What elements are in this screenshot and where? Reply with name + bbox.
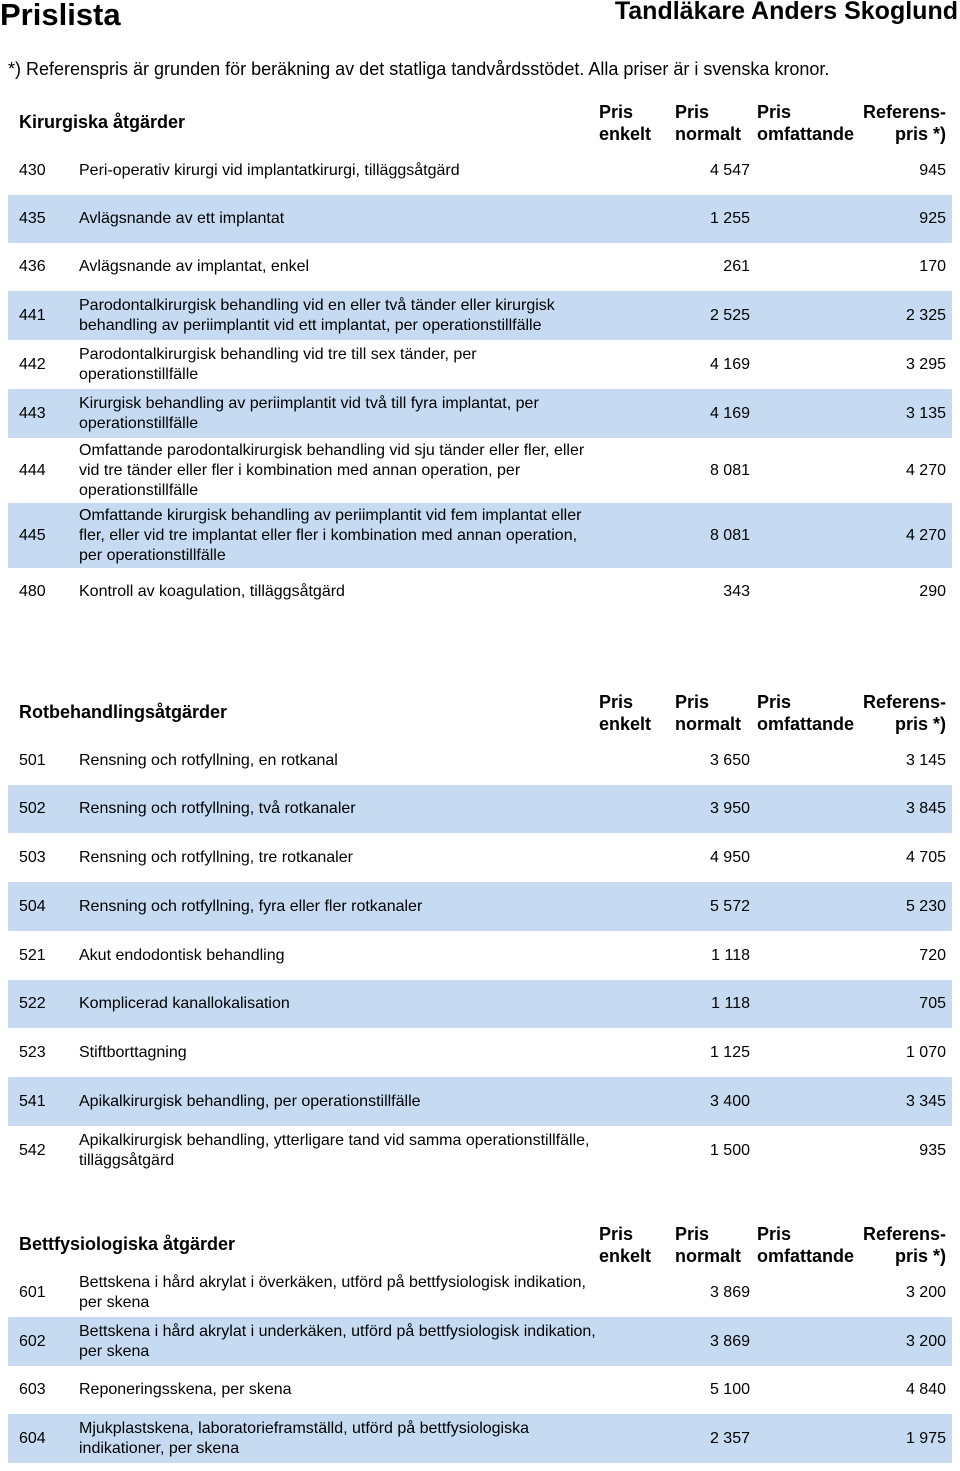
treatment-description: Mjukplastskena, laboratorieframställd, utförd på bettfysiologiska indikationer, per skena — [79, 1419, 529, 1457]
treatment-description: Rensning och rotfyllning, tre rotkanaler — [79, 848, 353, 866]
treatment-code: 542 — [19, 1141, 46, 1159]
treatment-description: Reponeringsskena, per skena — [79, 1381, 292, 1398]
price-section — [8, 98, 952, 616]
price-normalt: 8 081 — [709, 461, 750, 479]
table-row — [8, 1317, 952, 1366]
reference-price: 3 345 — [905, 1092, 946, 1110]
treatment-code: 523 — [19, 1043, 46, 1061]
reference-price: 945 — [919, 161, 946, 179]
treatment-description: Kirurgisk behandling av periimplantit vid två till fyra implantat, per operationstillfälle — [79, 394, 539, 432]
col-header-pris-omfattande — [757, 101, 854, 145]
col-header-pris-normalt — [675, 101, 741, 145]
table-row — [8, 833, 952, 882]
col-header-pris-enkelt — [599, 691, 651, 735]
treatment-description: Omfattande parodontalkirurgisk behandling vid sju tänder eller fler, eller vid tre tänder eller fler i kombination med annan operation, per operationstillfälle — [79, 441, 585, 499]
treatment-description: Rensning och rotfyllning, fyra eller fler rotkanaler — [79, 897, 423, 915]
treatment-description: Parodontalkirurgisk behandling vid tre till sex tänder, per operationstillfälle — [79, 345, 477, 383]
col-header-line: Referens- — [862, 102, 946, 122]
price-section — [8, 1220, 952, 1463]
price-normalt: 1 500 — [709, 1141, 750, 1159]
price-normalt: 5 100 — [709, 1381, 750, 1398]
section-title: Bettfysiologiska åtgärder — [19, 1234, 236, 1254]
price-normalt: 4 950 — [709, 848, 750, 866]
col-header-line: Pris — [675, 692, 710, 712]
price-normalt: 4 169 — [709, 355, 750, 373]
table-row — [8, 882, 952, 931]
reference-price: 4 270 — [905, 461, 946, 479]
price-normalt: 3 869 — [709, 1332, 750, 1350]
reference-price: 3 200 — [905, 1332, 946, 1350]
table-row — [8, 1077, 952, 1126]
col-header-line: Pris — [757, 692, 792, 712]
treatment-description: Avlägsnande av implantat, enkel — [79, 258, 310, 275]
col-header-line: Pris — [675, 1224, 710, 1244]
price-normalt: 4 547 — [709, 161, 750, 179]
col-header-line: omfattande — [757, 714, 855, 734]
treatment-description: Stiftborttagning — [79, 1043, 187, 1061]
price-normalt: 1 125 — [709, 1043, 750, 1061]
col-header-line: Pris — [599, 1224, 634, 1244]
price-normalt: 3 950 — [709, 800, 750, 817]
section-header — [8, 1220, 952, 1268]
table-row — [8, 243, 952, 291]
reference-price: 935 — [919, 1141, 946, 1159]
treatment-code: 522 — [19, 995, 46, 1012]
clinic-name: Tandläkare Anders Skoglund — [614, 0, 958, 25]
treatment-code: 502 — [19, 800, 46, 817]
table-row — [8, 1028, 952, 1077]
treatment-description: Bettskena i hård akrylat i underkäken, utförd på bettfysiologisk indikation, per skena — [79, 1322, 596, 1360]
price-normalt: 3 869 — [709, 1283, 750, 1301]
col-header-line: omfattande — [757, 1246, 855, 1266]
treatment-code: 436 — [19, 258, 46, 275]
col-header-pris-enkelt — [599, 1223, 651, 1267]
table-row — [8, 438, 952, 503]
price-normalt: 3 400 — [709, 1092, 750, 1110]
table-row — [8, 1268, 952, 1317]
table-row — [8, 195, 952, 243]
table-row — [8, 146, 952, 195]
price-normalt: 1 118 — [711, 946, 750, 964]
treatment-code: 435 — [19, 210, 46, 227]
treatment-code: 442 — [19, 355, 46, 373]
col-header-line: Pris — [675, 102, 710, 122]
col-header-line: enkelt — [599, 714, 652, 734]
treatment-description: Avlägsnande av ett implantat — [79, 210, 285, 227]
treatment-description: Omfattande kirurgisk behandling av periimplantit vid fem implantat eller fler, eller vid tre implantat eller fler i kombination med annan operation, per operationstillfälle — [79, 506, 582, 564]
price-normalt: 343 — [723, 583, 750, 600]
page-title: Prislista — [0, 0, 121, 32]
table-row — [8, 785, 952, 833]
table-row — [8, 568, 952, 616]
reference-price: 5 230 — [905, 897, 946, 915]
reference-price: 1 975 — [905, 1429, 946, 1447]
treatment-description: Apikalkirurgisk behandling, per operationstillfälle — [79, 1092, 421, 1110]
col-header-line: Referens- — [862, 1224, 946, 1244]
col-header-line: pris *) — [894, 1246, 946, 1266]
price-normalt: 2 357 — [709, 1429, 750, 1447]
treatment-code: 521 — [19, 946, 46, 964]
section-title: Kirurgiska åtgärder — [19, 112, 186, 132]
treatment-code: 441 — [19, 306, 46, 324]
reference-price: 4 840 — [905, 1381, 946, 1398]
reference-price: 3 135 — [905, 404, 946, 422]
table-row — [8, 1414, 952, 1463]
col-header-line: normalt — [675, 124, 742, 144]
price-normalt: 8 081 — [709, 526, 750, 544]
section-header — [8, 688, 952, 736]
table-row — [8, 980, 952, 1028]
reference-price: 4 270 — [905, 526, 946, 544]
price-normalt: 3 650 — [709, 751, 750, 769]
col-header-pris-normalt — [675, 691, 741, 735]
section-header — [8, 98, 952, 146]
col-header-line: Pris — [599, 102, 634, 122]
table-row — [8, 931, 952, 980]
reference-price: 705 — [919, 995, 946, 1012]
treatment-description: Peri-operativ kirurgi vid implantatkirurgi, tilläggsåtgärd — [79, 161, 460, 179]
treatment-code: 541 — [19, 1092, 46, 1110]
col-header-line: pris *) — [894, 124, 946, 144]
col-header-pris-omfattande — [757, 691, 854, 735]
treatment-description: Bettskena i hård akrylat i överkäken, utförd på bettfysiologisk indikation, per skena — [79, 1273, 586, 1311]
reference-price: 170 — [919, 258, 946, 275]
col-header-line: Pris — [757, 102, 792, 122]
price-normalt: 4 169 — [709, 404, 750, 422]
treatment-code: 430 — [19, 161, 46, 179]
reference-price: 4 705 — [905, 848, 946, 866]
col-header-referenspris — [863, 691, 946, 735]
reference-price: 3 145 — [905, 751, 946, 769]
treatment-code: 501 — [19, 751, 46, 769]
reference-price: 2 325 — [905, 306, 946, 324]
col-header-referenspris — [863, 1223, 946, 1267]
col-header-line: Pris — [757, 1224, 792, 1244]
col-header-line: Pris — [599, 692, 634, 712]
col-header-referenspris — [863, 101, 946, 145]
table-row — [8, 1366, 952, 1414]
reference-price: 1 070 — [905, 1043, 946, 1061]
col-header-line: normalt — [675, 714, 742, 734]
price-normalt: 1 255 — [709, 210, 750, 227]
treatment-code: 480 — [19, 583, 46, 600]
treatment-code: 444 — [19, 461, 46, 479]
reference-price: 720 — [919, 946, 946, 964]
col-header-line: pris *) — [894, 714, 946, 734]
price-normalt: 261 — [723, 258, 750, 275]
treatment-description: Akut endodontisk behandling — [79, 946, 285, 964]
reference-price: 3 845 — [905, 800, 946, 817]
treatment-code: 603 — [19, 1381, 46, 1398]
reference-price: 3 200 — [905, 1283, 946, 1301]
treatment-description: Rensning och rotfyllning, två rotkanaler — [79, 800, 356, 817]
price-normalt: 2 525 — [709, 306, 750, 324]
col-header-line: Referens- — [862, 692, 946, 712]
table-row — [8, 340, 952, 389]
reference-price: 925 — [919, 210, 946, 227]
price-section — [8, 688, 952, 1175]
treatment-description: Kontroll av koagulation, tilläggsåtgärd — [79, 583, 345, 600]
table-row — [8, 736, 952, 785]
treatment-code: 445 — [19, 526, 46, 544]
treatment-code: 601 — [19, 1283, 46, 1301]
col-header-pris-enkelt — [599, 101, 651, 145]
treatment-code: 602 — [19, 1332, 46, 1350]
table-row — [8, 1126, 952, 1175]
treatment-description: Parodontalkirurgisk behandling vid en eller två tänder eller kirurgisk behandling av periimplantit vid ett implantat, per operationstillfälle — [79, 296, 555, 334]
treatment-code: 604 — [19, 1429, 46, 1447]
reference-price: 290 — [919, 583, 946, 600]
col-header-pris-normalt — [675, 1223, 741, 1267]
section-title: Rotbehandlingsåtgärder — [19, 702, 228, 722]
table-row — [8, 503, 952, 568]
col-header-line: enkelt — [599, 124, 652, 144]
treatment-code: 443 — [19, 404, 46, 422]
table-row — [8, 291, 952, 340]
col-header-pris-omfattande — [757, 1223, 854, 1267]
reference-price-note: *) Referenspris är grunden för beräkning av det statliga tandvårdsstödet. Alla priser är i svenska kronor. — [8, 59, 830, 79]
reference-price: 3 295 — [905, 355, 946, 373]
treatment-code: 504 — [19, 897, 46, 915]
price-normalt: 5 572 — [709, 897, 750, 915]
col-header-line: enkelt — [599, 1246, 652, 1266]
treatment-description: Apikalkirurgisk behandling, ytterligare tand vid samma operationstillfälle, tilläggsåtgärd — [79, 1131, 590, 1169]
table-row — [8, 389, 952, 438]
col-header-line: normalt — [675, 1246, 742, 1266]
treatment-description: Rensning och rotfyllning, en rotkanal — [79, 751, 338, 769]
treatment-code: 503 — [19, 848, 46, 866]
col-header-line: omfattande — [757, 124, 855, 144]
price-normalt: 1 118 — [711, 995, 750, 1012]
treatment-description: Komplicerad kanallokalisation — [79, 995, 290, 1012]
